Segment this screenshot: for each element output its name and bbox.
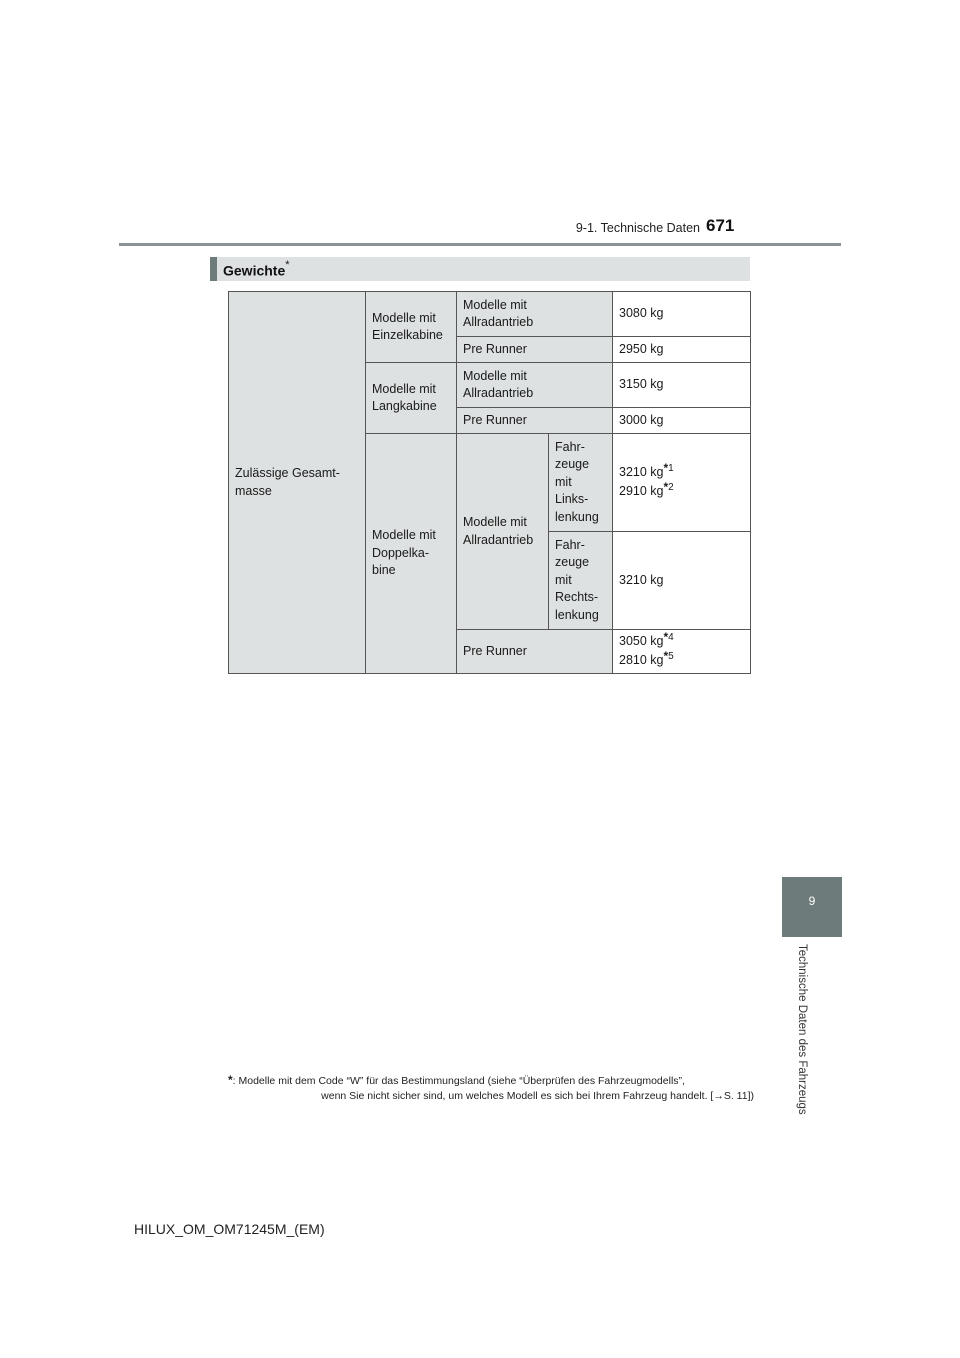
steering-cell <box>549 434 613 532</box>
document-code: HILUX_OM_OM71245M_(EM) <box>134 1221 325 1237</box>
steering-label: Fahr- zeuge mit Links- lenkung <box>555 439 599 524</box>
value-cell <box>613 337 751 363</box>
chapter-title: Technische Daten des Fahrzeugs <box>796 944 808 1115</box>
section-title-marker: * <box>285 259 290 271</box>
value-line <box>619 630 744 652</box>
section-heading-bar <box>210 257 750 281</box>
group-label: Modelle mit Doppelka- bine <box>372 528 436 578</box>
section-title-text: Gewichte <box>223 262 286 279</box>
value-line <box>619 648 744 671</box>
group-label: Modelle mit Einzelkabine <box>372 310 443 342</box>
variant-cell <box>457 363 613 408</box>
value-text: 3000 kg <box>619 412 664 427</box>
value-line <box>619 461 744 483</box>
header-rule <box>119 243 841 246</box>
footnote-number: 1 <box>668 463 674 474</box>
value-text: 3210 kg <box>619 572 664 587</box>
variant-cell <box>457 630 613 674</box>
value-line <box>619 479 744 502</box>
section-heading-accent <box>210 257 217 281</box>
variant-cell <box>457 408 613 434</box>
value-text: 3150 kg <box>619 377 664 392</box>
variant-label: Pre Runner <box>463 341 527 356</box>
steering-cell <box>549 532 613 630</box>
page-number: 671 <box>706 216 735 235</box>
footnote-marker: * <box>228 1073 233 1087</box>
footnote-number: 4 <box>668 632 674 643</box>
group-label: Modelle mit Langkabine <box>372 381 437 413</box>
footnote-number: 5 <box>668 650 674 662</box>
variant-label: Pre Runner <box>463 412 527 427</box>
value-cell <box>613 532 751 630</box>
value-text: 3080 kg <box>619 306 664 321</box>
value-cell <box>613 292 751 337</box>
value-text: 3210 kg <box>619 465 664 479</box>
chapter-number: 9 <box>808 894 816 908</box>
variant-label: Modelle mit Allradantrieb <box>463 297 534 329</box>
footnote-star: * <box>663 461 669 475</box>
variant-label: Pre Runner <box>463 643 527 658</box>
steering-label: Fahr- zeuge mit Rechts- lenkung <box>555 537 599 622</box>
footnote-number: 2 <box>668 481 674 493</box>
value-text: 3050 kg <box>619 634 664 648</box>
footnote-star: * <box>663 648 669 663</box>
value-cell <box>613 434 751 532</box>
footnote-text-2: wenn Sie nicht sicher sind, um welches Modell es sich bei Ihrem Fahrzeug handelt. [→S. 11]) <box>321 1090 754 1102</box>
footnote-star: * <box>663 630 669 644</box>
value-cell <box>613 630 751 674</box>
value-cell <box>613 408 751 434</box>
value-cell <box>613 363 751 408</box>
subgroup-label: Modelle mit Allradantrieb <box>463 515 534 547</box>
footnote-line-1 <box>228 1073 754 1089</box>
group-cell <box>366 292 457 363</box>
value-text: 2910 kg <box>619 483 664 498</box>
footnote-star: * <box>663 479 669 494</box>
subgroup-cell <box>457 434 549 630</box>
value-text: 2950 kg <box>619 341 664 356</box>
group-cell <box>366 434 457 674</box>
variant-cell <box>457 337 613 363</box>
variant-cell <box>457 292 613 337</box>
row-label-cell <box>229 292 366 674</box>
row-label: Zulässige Gesamt- masse <box>235 466 340 498</box>
table-row <box>229 292 751 337</box>
value-text: 2810 kg <box>619 652 664 667</box>
header-section-label: 9-1. Technische Daten <box>575 221 700 235</box>
weights-table <box>228 291 751 674</box>
section-title <box>223 261 290 279</box>
group-cell <box>366 363 457 434</box>
variant-label: Modelle mit Allradantrieb <box>463 368 534 400</box>
footnote-text-1: : Modelle mit dem Code “W” für das Bestimmungsland (siehe “Überprüfen des Fahrzeugmodells”, <box>232 1075 685 1087</box>
footnote <box>228 1073 754 1104</box>
